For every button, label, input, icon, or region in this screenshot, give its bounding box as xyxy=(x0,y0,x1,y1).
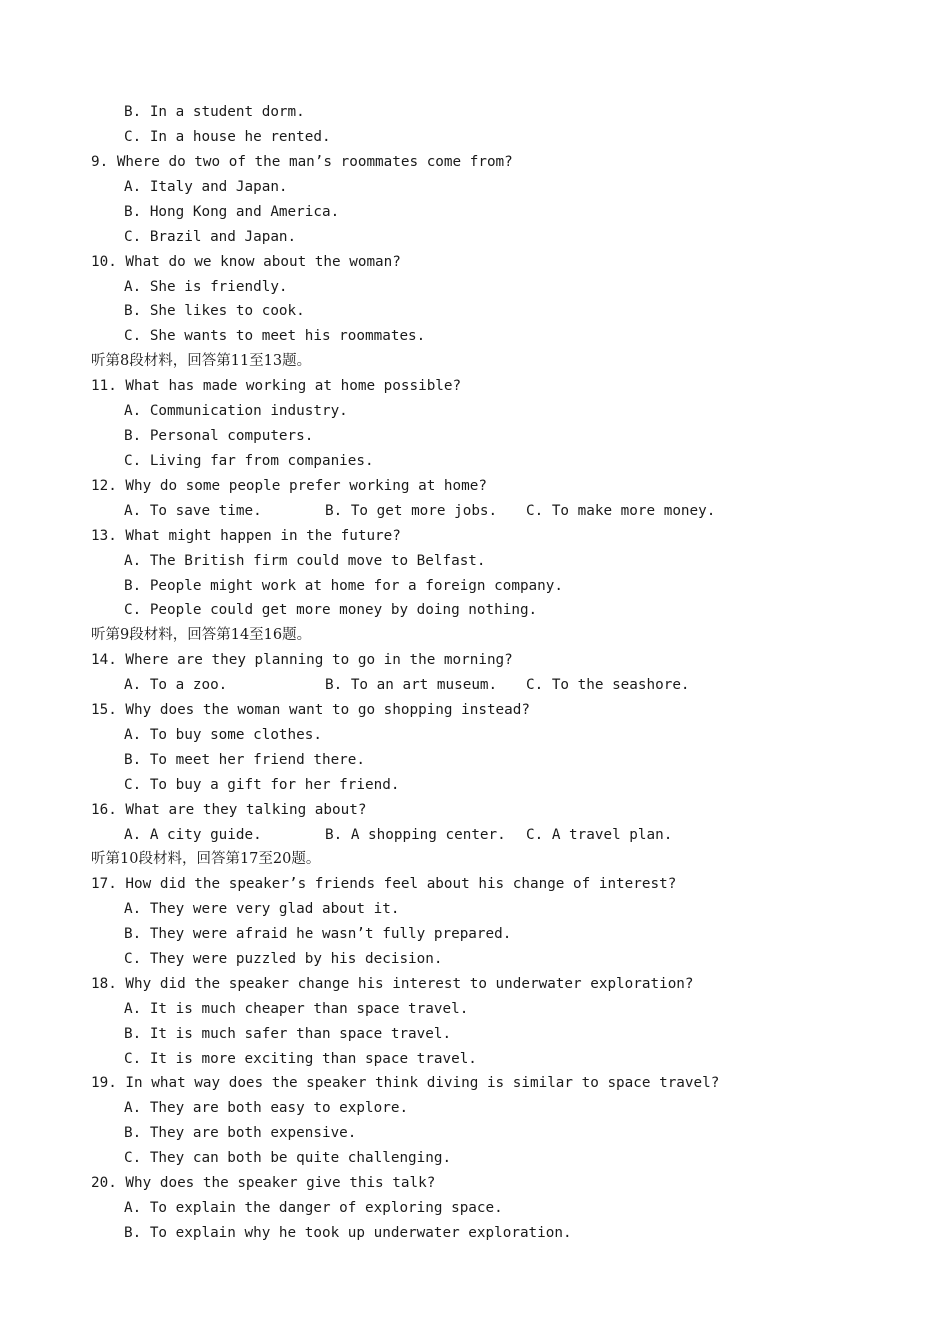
question-17: 17. How did the speaker’s friends feel about his change of interest? xyxy=(91,876,677,892)
option-18c: C. It is more exciting than space travel. xyxy=(124,1051,477,1067)
option-15b: B. To meet her friend there. xyxy=(124,752,366,768)
option-11c: C. Living far from companies. xyxy=(124,453,374,469)
option-17a: A. They were very glad about it. xyxy=(124,901,400,917)
question-9: 9. Where do two of the man’s roommates come from? xyxy=(91,154,513,170)
question-19: 19. In what way does the speaker think diving is similar to space travel? xyxy=(91,1075,720,1091)
option-9c: C. Brazil and Japan. xyxy=(124,229,297,245)
option-8c: C. In a house he rented. xyxy=(124,129,331,145)
option-20a: A. To explain the danger of exploring space. xyxy=(124,1200,503,1216)
section-heading-8: 听第8段材料，回答第11至13题。 xyxy=(91,353,312,369)
option-12b: B. To get more jobs. xyxy=(325,503,498,519)
question-11: 11. What has made working at home possible? xyxy=(91,378,462,394)
option-17c: C. They were puzzled by his decision. xyxy=(124,951,443,967)
option-11b: B. Personal computers. xyxy=(124,428,314,444)
option-15c: C. To buy a gift for her friend. xyxy=(124,777,400,793)
option-14a: A. To a zoo. xyxy=(124,677,228,693)
option-13b: B. People might work at home for a foreign company. xyxy=(124,578,563,594)
question-16: 16. What are they talking about? xyxy=(91,802,367,818)
option-13a: A. The British firm could move to Belfast. xyxy=(124,553,486,569)
option-19b: B. They are both expensive. xyxy=(124,1125,357,1141)
question-18: 18. Why did the speaker change his interest to underwater exploration? xyxy=(91,976,694,992)
option-14b: B. To an art museum. xyxy=(325,677,498,693)
question-12: 12. Why do some people prefer working at home? xyxy=(91,478,487,494)
option-16a: A. A city guide. xyxy=(124,827,262,843)
option-18b: B. It is much safer than space travel. xyxy=(124,1026,452,1042)
question-13: 13. What might happen in the future? xyxy=(91,528,401,544)
option-14c: C. To the seashore. xyxy=(526,677,690,693)
option-16c: C. A travel plan. xyxy=(526,827,673,843)
option-17b: B. They were afraid he wasn’t fully prepared. xyxy=(124,926,512,942)
option-13c: C. People could get more money by doing nothing. xyxy=(124,602,538,618)
option-15a: A. To buy some clothes. xyxy=(124,727,322,743)
option-12a: A. To save time. xyxy=(124,503,262,519)
option-19c: C. They can both be quite challenging. xyxy=(124,1150,452,1166)
option-9b: B. Hong Kong and America. xyxy=(124,204,340,220)
option-16b: B. A shopping center. xyxy=(325,827,506,843)
option-9a: A. Italy and Japan. xyxy=(124,179,288,195)
option-20b: B. To explain why he took up underwater exploration. xyxy=(124,1225,572,1241)
option-10a: A. She is friendly. xyxy=(124,279,288,295)
question-20: 20. Why does the speaker give this talk? xyxy=(91,1175,436,1191)
option-18a: A. It is much cheaper than space travel. xyxy=(124,1001,469,1017)
section-heading-9: 听第9段材料，回答第14至16题。 xyxy=(91,627,312,643)
question-10: 10. What do we know about the woman? xyxy=(91,254,401,270)
section-heading-10: 听第10段材料，回答第17至20题。 xyxy=(91,851,321,867)
option-12c: C. To make more money. xyxy=(526,503,716,519)
question-15: 15. Why does the woman want to go shopping instead? xyxy=(91,702,530,718)
option-11a: A. Communication industry. xyxy=(124,403,348,419)
option-10c: C. She wants to meet his roommates. xyxy=(124,328,426,344)
option-10b: B. She likes to cook. xyxy=(124,303,305,319)
option-8b: B. In a student dorm. xyxy=(124,104,305,120)
option-19a: A. They are both easy to explore. xyxy=(124,1100,409,1116)
question-14: 14. Where are they planning to go in the morning? xyxy=(91,652,513,668)
